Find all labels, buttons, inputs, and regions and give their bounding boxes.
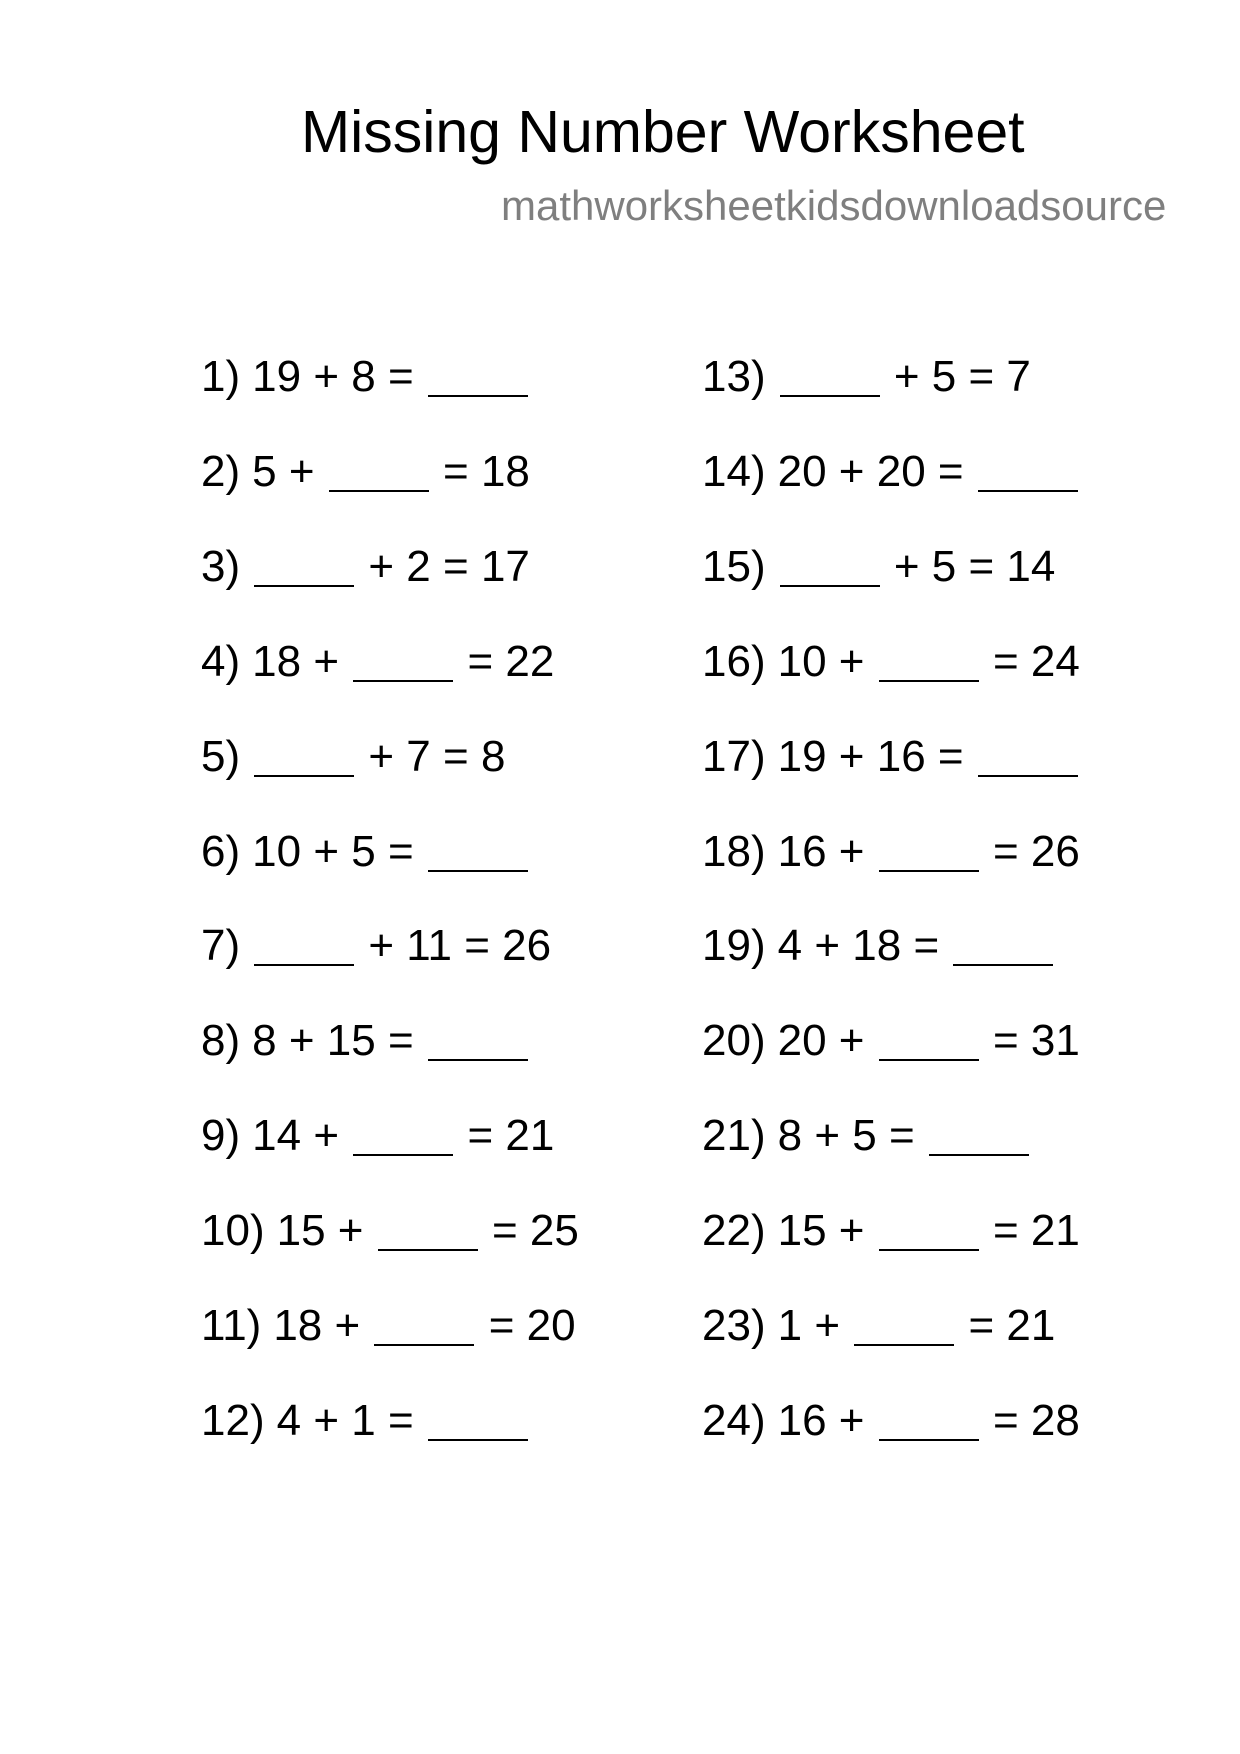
- problem-row: [702, 447, 1080, 497]
- equals-sign: =: [387, 1395, 414, 1445]
- answer-blank[interactable]: [428, 395, 528, 397]
- operand: 5: [852, 1111, 877, 1161]
- problem-row: [702, 1396, 1080, 1446]
- problem-row: [702, 732, 1080, 782]
- problem-row: [702, 827, 1080, 877]
- operand: 21: [1006, 1301, 1056, 1350]
- operand: 25: [529, 1206, 579, 1256]
- equals-sign: =: [992, 636, 1019, 686]
- problem-number: 5): [201, 731, 241, 781]
- answer-blank[interactable]: [879, 1439, 979, 1441]
- operand: 1: [777, 1301, 803, 1350]
- problem-number: 2): [201, 446, 241, 496]
- operand: 8: [777, 1111, 803, 1161]
- operand: 2: [406, 541, 431, 591]
- operand: 5: [351, 826, 376, 876]
- answer-blank[interactable]: [879, 870, 979, 872]
- operand: 20: [526, 1301, 576, 1350]
- problem-row: [201, 352, 530, 402]
- operand: 10: [252, 826, 302, 876]
- problem-number: 18): [702, 826, 766, 876]
- problem-number: 13): [702, 352, 766, 401]
- problem-row: [702, 1016, 1080, 1066]
- answer-blank[interactable]: [780, 585, 880, 587]
- operand: 4: [276, 1395, 302, 1445]
- operand: 16: [876, 731, 926, 781]
- operand: 7: [406, 731, 431, 781]
- answer-blank[interactable]: [353, 680, 453, 682]
- problem-number: 9): [201, 1111, 241, 1161]
- plus-operator: +: [838, 1395, 865, 1445]
- plus-operator: +: [838, 826, 865, 876]
- plus-operator: +: [838, 731, 865, 781]
- operand: 22: [505, 636, 555, 686]
- operand: 20: [777, 446, 827, 496]
- answer-blank[interactable]: [854, 1344, 954, 1346]
- problem-number: 4): [201, 636, 241, 686]
- answer-blank[interactable]: [879, 680, 979, 682]
- answer-blank[interactable]: [428, 870, 528, 872]
- plus-operator: +: [313, 636, 340, 686]
- operand: 11: [406, 921, 452, 971]
- operand: 24: [1030, 636, 1080, 686]
- problem-number: 10): [201, 1206, 265, 1256]
- plus-operator: +: [838, 1016, 865, 1066]
- equals-sign: =: [443, 541, 469, 591]
- plus-operator: +: [288, 1016, 315, 1066]
- plus-operator: +: [368, 921, 395, 971]
- problem-number: 1): [201, 352, 241, 401]
- page-title: Missing Number Worksheet: [301, 99, 1025, 165]
- problem-row: [702, 1301, 1055, 1351]
- plus-operator: +: [313, 1111, 340, 1161]
- equals-sign: =: [992, 1016, 1019, 1066]
- problem-row: [201, 447, 530, 497]
- plus-operator: +: [288, 446, 315, 496]
- equals-sign: =: [937, 446, 964, 496]
- plus-operator: +: [893, 352, 920, 401]
- plus-operator: +: [313, 352, 340, 401]
- answer-blank[interactable]: [378, 1249, 478, 1251]
- answer-blank[interactable]: [780, 395, 880, 397]
- problem-number: 6): [201, 826, 241, 876]
- operand: 8: [252, 1016, 277, 1066]
- problem-number: 11): [201, 1301, 262, 1350]
- answer-blank[interactable]: [879, 1059, 979, 1061]
- problem-row: [201, 827, 530, 877]
- equals-sign: =: [491, 1206, 518, 1256]
- operand: 31: [1030, 1016, 1080, 1066]
- operand: 21: [1030, 1206, 1080, 1256]
- problem-number: 12): [201, 1395, 265, 1445]
- problem-number: 23): [702, 1301, 766, 1350]
- operand: 10: [777, 636, 827, 686]
- problem-row: [201, 542, 530, 592]
- operand: 8: [480, 731, 506, 781]
- problem-number: 7): [201, 921, 241, 971]
- problem-row: [201, 732, 505, 782]
- operand: 28: [1030, 1395, 1080, 1445]
- problem-number: 14): [702, 446, 766, 496]
- problem-row: [201, 1206, 579, 1256]
- operand: 15: [326, 1016, 376, 1066]
- plus-operator: +: [814, 1301, 841, 1350]
- plus-operator: +: [313, 1395, 340, 1445]
- operand: 7: [1006, 352, 1031, 401]
- operand: 16: [777, 826, 827, 876]
- equals-sign: =: [443, 731, 469, 781]
- problem-number: 21): [702, 1111, 766, 1161]
- equals-sign: =: [968, 1301, 995, 1350]
- problem-number: 19): [702, 921, 766, 971]
- plus-operator: +: [814, 921, 841, 971]
- plus-operator: +: [893, 541, 920, 591]
- operand: 21: [505, 1111, 555, 1161]
- problem-row: [702, 921, 1055, 971]
- operand: 5: [931, 352, 957, 401]
- answer-blank[interactable]: [374, 1344, 474, 1346]
- plus-operator: +: [334, 1301, 361, 1350]
- problem-row: [201, 1396, 530, 1446]
- answer-blank[interactable]: [953, 964, 1053, 966]
- equals-sign: =: [467, 636, 494, 686]
- problem-row: [201, 1016, 530, 1066]
- problem-number: 8): [201, 1016, 241, 1066]
- problem-row: [201, 921, 551, 971]
- equals-sign: =: [464, 921, 490, 971]
- answer-blank[interactable]: [428, 1439, 528, 1441]
- problem-row: [702, 1206, 1080, 1256]
- answer-blank[interactable]: [978, 775, 1078, 777]
- operand: 17: [480, 541, 530, 591]
- operand: 15: [777, 1206, 827, 1256]
- answer-blank[interactable]: [879, 1249, 979, 1251]
- answer-blank[interactable]: [254, 775, 354, 777]
- problem-row: [702, 637, 1080, 687]
- answer-blank[interactable]: [254, 964, 354, 966]
- operand: 8: [351, 352, 376, 401]
- equals-sign: =: [992, 1395, 1019, 1445]
- operand: 5: [252, 446, 277, 496]
- equals-sign: =: [968, 352, 995, 401]
- problem-row: [702, 542, 1055, 592]
- problem-number: 15): [702, 541, 766, 591]
- operand: 20: [876, 446, 926, 496]
- plus-operator: +: [313, 826, 340, 876]
- equals-sign: =: [387, 826, 414, 876]
- equals-sign: =: [387, 1016, 414, 1066]
- equals-sign: =: [387, 352, 414, 401]
- operand: 18: [252, 636, 302, 686]
- operand: 14: [252, 1111, 302, 1161]
- problem-row: [702, 1111, 1031, 1161]
- operand: 20: [777, 1016, 827, 1066]
- answer-blank[interactable]: [978, 490, 1078, 492]
- equals-sign: =: [913, 921, 940, 971]
- problem-number: 22): [702, 1206, 766, 1256]
- answer-blank[interactable]: [329, 490, 429, 492]
- problem-row: [201, 1301, 576, 1351]
- plus-operator: +: [368, 541, 395, 591]
- equals-sign: =: [467, 1111, 494, 1161]
- problem-number: 20): [702, 1016, 766, 1066]
- operand: 18: [273, 1301, 323, 1350]
- problem-row: [201, 1111, 554, 1161]
- operand: 26: [502, 921, 552, 971]
- plus-operator: +: [814, 1111, 841, 1161]
- operand: 5: [931, 541, 957, 591]
- equals-sign: =: [992, 826, 1019, 876]
- operand: 1: [351, 1395, 376, 1445]
- operand: 4: [777, 921, 803, 971]
- operand: 18: [852, 921, 902, 971]
- answer-blank[interactable]: [929, 1154, 1029, 1156]
- operand: 18: [480, 446, 530, 496]
- plus-operator: +: [838, 446, 865, 496]
- equals-sign: =: [968, 541, 995, 591]
- operand: 15: [276, 1206, 326, 1256]
- plus-operator: +: [838, 1206, 865, 1256]
- plus-operator: +: [368, 731, 395, 781]
- equals-sign: =: [937, 731, 964, 781]
- problem-number: 17): [702, 731, 766, 781]
- answer-blank[interactable]: [254, 585, 354, 587]
- answer-blank[interactable]: [428, 1059, 528, 1061]
- operand: 19: [252, 352, 302, 401]
- equals-sign: =: [488, 1301, 515, 1350]
- plus-operator: +: [337, 1206, 364, 1256]
- problem-number: 3): [201, 541, 241, 591]
- problem-row: [201, 637, 554, 687]
- operand: 14: [1006, 541, 1056, 591]
- equals-sign: =: [443, 446, 469, 496]
- plus-operator: +: [838, 636, 865, 686]
- problem-number: 16): [702, 636, 766, 686]
- problem-number: 24): [702, 1395, 766, 1445]
- problem-row: [702, 352, 1031, 402]
- equals-sign: =: [992, 1206, 1019, 1256]
- operand: 16: [777, 1395, 827, 1445]
- operand: 19: [777, 731, 827, 781]
- equals-sign: =: [888, 1111, 915, 1161]
- source-watermark: mathworksheetkidsdownloadsource: [501, 182, 1167, 229]
- operand: 26: [1030, 826, 1080, 876]
- answer-blank[interactable]: [353, 1154, 453, 1156]
